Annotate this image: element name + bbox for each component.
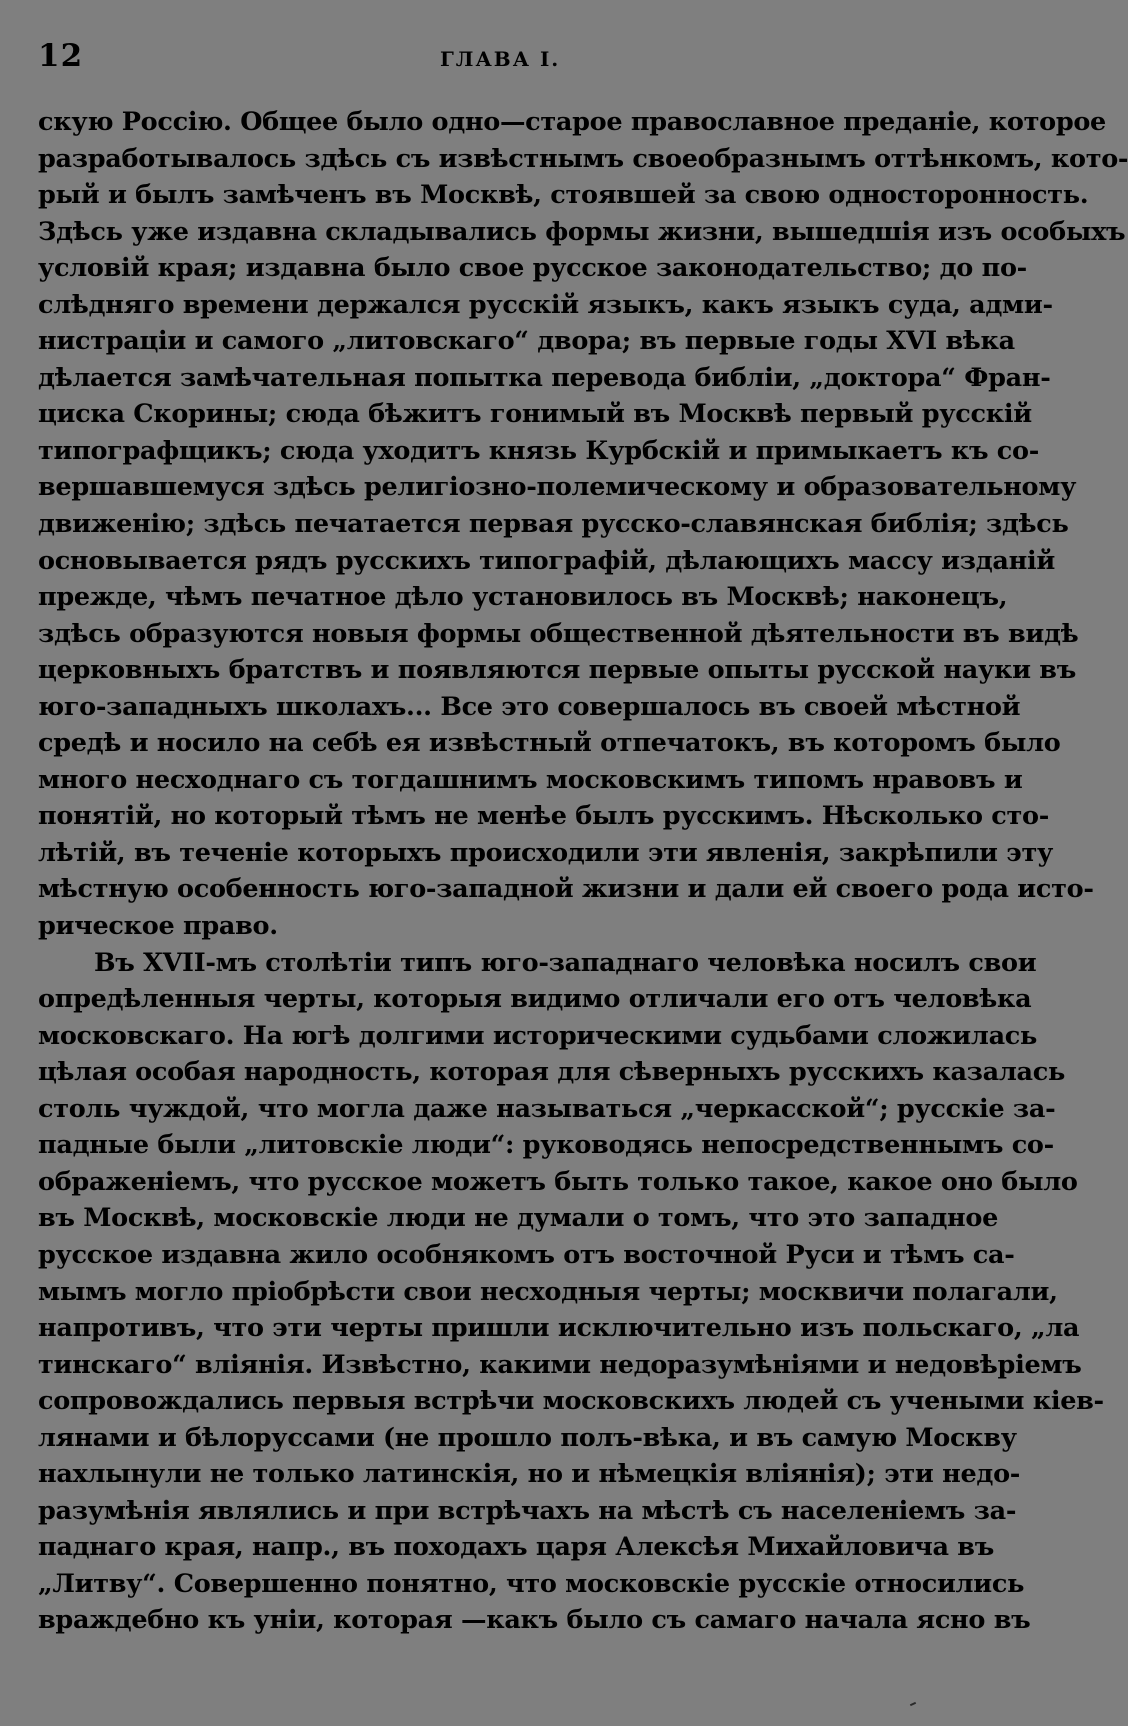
text-line: лянами и бѣлоруссами (не прошло полъ-вѣка, и въ самую Москву — [38, 1422, 1017, 1453]
text-line: ображеніемъ, что русское можетъ быть только такое, какое оно было — [38, 1166, 1078, 1197]
text-line: вершавшемуся здѣсь религіозно-полемическому и образовательному — [38, 472, 1077, 503]
text-line: разработывалось здѣсь съ извѣстнымъ своеобразнымъ оттѣнкомъ, кото- — [38, 143, 1128, 174]
text-line: движенію; здѣсь печатается первая русско-славянская библія; здѣсь — [38, 509, 1069, 540]
text-line: напротивъ, что эти черты пришли исключительно изъ польскаго, „ла — [38, 1313, 1080, 1344]
text-line: московскаго. На югѣ долгими историческими судьбами сложилась — [38, 1020, 1038, 1051]
text-line: „Литву“. Совершенно понятно, что московскіе русскіе относились — [38, 1568, 1025, 1599]
text-line: враждебно къ уніи, которая —какъ было съ самаго начала ясно въ — [38, 1605, 1031, 1636]
print-speck — [910, 1702, 916, 1706]
text-line: дѣлается замѣчательная попытка перевода библіи, „доктора“ Фран- — [38, 362, 1051, 393]
text-line: нистраціи и самого „литовскаго“ двора; въ первые годы XVI вѣка — [38, 326, 1015, 357]
text-line: паднаго края, напр., въ походахъ царя Алексѣя Михайловича въ — [38, 1532, 994, 1563]
paragraph-end-line: рическое право. — [38, 911, 278, 942]
text-line: русское издавна жило особнякомъ отъ восточной Руси и тѣмъ са- — [38, 1239, 1015, 1270]
text-line: слѣдняго времени держался русскій языкъ, какъ языкъ суда, адми- — [38, 289, 1053, 320]
text-line: Здѣсь уже издавна складывались формы жизни, вышедшія изъ особыхъ — [38, 216, 1126, 247]
page-header — [38, 38, 970, 78]
text-line: основывается рядъ русскихъ типографій, дѣлающихъ массу изданій — [38, 545, 1056, 576]
text-line: опредѣленныя черты, которыя видимо отличали его отъ человѣка — [38, 984, 1032, 1015]
text-line: падные были „литовскіе люди“: руководясь непосредственнымъ со- — [38, 1130, 1054, 1161]
text-line: много несходнаго съ тогдашнимъ московскимъ типомъ нравовъ и — [38, 764, 1023, 795]
running-head: ГЛАВА I. — [440, 47, 561, 71]
text-line: въ Москвѣ, московскіе люди не думали о томъ, что это западное — [38, 1203, 999, 1234]
text-line: тинскаго“ вліянія. Извѣстно, какими недоразумѣніями и недовѣріемъ — [38, 1349, 1082, 1380]
text-line: средѣ и носило на себѣ ея извѣстный отпечатокъ, въ которомъ было — [38, 728, 1061, 759]
text-line: рый и былъ замѣченъ въ Москвѣ, стоявшей за свою односторонность. — [38, 180, 1089, 211]
text-line: циска Скорины; сюда бѣжитъ гонимый въ Москвѣ первый русскій — [38, 399, 1032, 430]
text-line: цѣлая особая народность, которая для сѣверныхъ русскихъ казалась — [38, 1057, 1065, 1088]
text-line: лѣтій, въ теченіе которыхъ происходили эти явленія, закрѣпили эту — [38, 837, 1053, 868]
text-line: разумѣнія являлись и при встрѣчахъ на мѣстѣ съ населеніемъ за- — [38, 1495, 1017, 1526]
text-line: условій края; издавна было свое русское законодательство; до по- — [38, 253, 1027, 284]
page-number: 12 — [38, 38, 84, 74]
text-line: нахлынули не только латинскія, но и нѣмецкія вліянія); эти недо- — [38, 1459, 1021, 1490]
text-line: мѣстную особенность юго-западной жизни и дали ей своего рода исто- — [38, 874, 1094, 905]
text-line: понятій, но который тѣмъ не менѣе былъ русскимъ. Нѣсколько сто- — [38, 801, 1050, 832]
text-line: скую Россію. Общее было одно—старое православное преданіе, которое — [38, 107, 1106, 137]
text-line: юго-западныхъ школахъ... Все это совершалось въ своей мѣстной — [38, 691, 1021, 722]
body-text — [38, 104, 1128, 1639]
text-line: типографщикъ; сюда уходитъ князь Курбскій и примыкаетъ къ со- — [38, 435, 1040, 466]
text-line: прежде, чѣмъ печатное дѣло установилось въ Москвѣ; наконецъ, — [38, 582, 1008, 613]
paragraph-start-line: Въ XVII-мъ столѣтіи типъ юго-западнаго человѣка носилъ свои — [94, 947, 1037, 978]
text-line: столь чуждой, что могла даже называться „черкасской“; русскіе за- — [38, 1093, 1056, 1124]
text-line: сопровождались первыя встрѣчи московскихъ людей съ учеными кіев- — [38, 1386, 1104, 1417]
text-line: здѣсь образуются новыя формы общественной дѣятельности въ видѣ — [38, 618, 1079, 649]
text-line: мымъ могло пріобрѣсти свои несходныя черты; москвичи полагали, — [38, 1276, 1058, 1307]
text-line: церковныхъ братствъ и появляются первые опыты русской науки въ — [38, 655, 1076, 686]
